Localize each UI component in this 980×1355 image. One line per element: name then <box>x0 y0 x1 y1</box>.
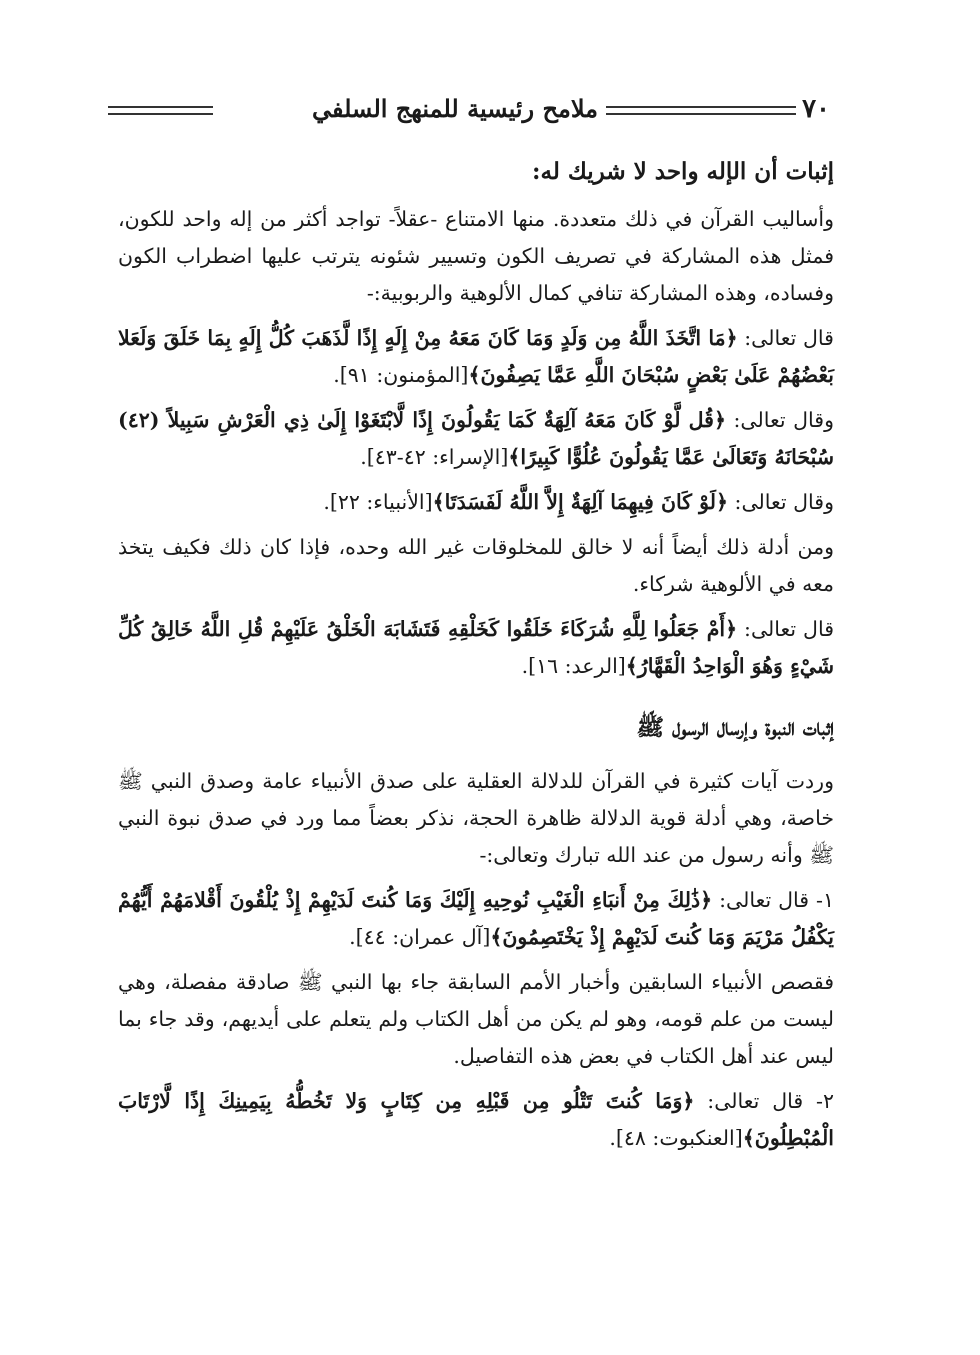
verse-reference: [المؤمنون: ٩١]. <box>333 363 469 387</box>
verse-paragraph-1 <box>118 320 834 394</box>
verse-reference: [آل عمران: ٤٤]. <box>349 925 491 949</box>
verse-reference: [الإسراء: ٤٢-٤٣]. <box>360 445 509 469</box>
verse-paragraph-2 <box>118 402 834 476</box>
section-heading-prophethood: إثبات النبوة وإرسال الرسول ﷺ <box>636 714 834 741</box>
verse-paragraph-6 <box>118 1083 834 1157</box>
quran-verse: ﴿ذَٰلِكَ مِنْ أَنبَاءِ الْغَيْبِ نُوحِيهِ إِلَيْكَ وَمَا كُنتَ لَدَيْهِمْ إِذْ يُلْقُونَ أَقْلامَهُمْ أَيُّهُمْ يَكْفُلُ مَرْيَمَ وَمَا كُنتَ لَدَيْهِمْ إِذْ يَخْتَصِمُونَ﴾ <box>118 888 834 949</box>
paragraph-stories: فقصص الأنبياء السابقين وأخبار الأمم السابقة جاء بها النبي ﷺ صادقة مفصلة، وهي ليست من علم قومه، وهو لم يكن من أهل الكتاب ولم يتعلم على أيديهم، وقد جاء بما ليس عند أهل الكتاب في بعض هذه التفاصيل. <box>118 970 834 1068</box>
verse-reference: [الرعد: ١٦]. <box>521 654 626 678</box>
verse-lead: قال تعالى: <box>737 617 834 641</box>
quran-verse: ﴿مَا اتَّخَذَ اللَّهُ مِن وَلَدٍ وَمَا كَانَ مَعَهُ مِنْ إِلَهٍ إِذًا لَّذَهَبَ كُلُّ إِلَهٍ بِمَا خَلَقَ وَلَعَلا بَعْضُهُمْ عَلَىٰ بَعْضٍ سُبْحَانَ اللَّهِ عَمَّا يَصِفُونَ﴾ <box>118 326 834 387</box>
verse-lead: وقال تعالى: <box>725 408 834 432</box>
quran-verse: ﴿قُل لَّوْ كَانَ مَعَهُ آلِهَةٌ كَمَا يَقُولُونَ إِذًا لَّابْتَغَوْا إِلَىٰ ذِي الْعَرْشِ سَبِيلاً (٤٢) سُبْحَانَهُ وَتَعَالَىٰ عَمَّا يَقُولُونَ عُلُوًّا كَبِيرًا﴾ <box>118 408 834 469</box>
verse-paragraph-4 <box>118 611 834 685</box>
verse-lead: ١- قال تعالى: <box>712 888 834 912</box>
running-header <box>108 92 830 136</box>
quran-verse: ﴿لَوْ كَانَ فِيهِمَا آلِهَةٌ إِلاَّ اللَّهُ لَفَسَدَتَا﴾ <box>432 490 729 514</box>
verse-reference: [الأنبياء: ٢٢]. <box>323 490 433 514</box>
header-rule-right <box>606 106 796 115</box>
section-heading-oneness: إثبات أن الإله واحد لا شريك له: <box>532 158 834 185</box>
running-title: ملامح رئيسية للمنهج السلفي <box>311 94 598 123</box>
quran-verse: ﴿وَمَا كُنتَ تَتْلُو مِن قَبْلِهِ مِن كِتَابٍ وَلا تَخُطُّهُ بِيَمِينِكَ إِذًا لَّارْتَابَ الْمُبْطِلُونَ﴾ <box>118 1089 834 1150</box>
verse-lead: ٢- قال تعالى: <box>694 1089 834 1113</box>
paragraph-intro: وأساليب القرآن في ذلك متعددة. منها الامتناع -عقلاً- تواجد أكثر من إله واحد للكون، فمثل هذه المشاركة في تصريف الكون وتسيير شئونه يترتب عليها اضطراب الكون وفساده، وهذه المشاركة تنافي كمال الألوهية والربوبية:- <box>118 207 834 305</box>
page-number: ٧٠ <box>802 94 830 124</box>
verse-reference: [العنكبوت: ٤٨]. <box>609 1126 743 1150</box>
section-spacer <box>118 693 834 703</box>
header-rule-left <box>108 106 213 115</box>
verse-lead: وقال تعالى: <box>728 490 834 514</box>
verse-paragraph-3 <box>118 484 834 521</box>
verse-lead: قال تعالى: <box>737 326 834 350</box>
page-body <box>118 148 834 1165</box>
verse-paragraph-5 <box>118 882 834 956</box>
paragraph-prophethood-intro: وردت آيات كثيرة في القرآن للدلالة العقلية على صدق الأنبياء عامة وصدق النبي ﷺ خاصة، وهي أدلة قوية الدلالة ظاهرة الحجة، نذكر بعضاً مما ورد في صدق نبوة النبي ﷺ وأنه رسول من عند الله تبارك وتعالى:- <box>118 769 834 867</box>
quran-verse: ﴿أَمْ جَعَلُوا لِلَّهِ شُرَكَاءَ خَلَقُوا كَخَلْقِهِ فَتَشَابَهَ الْخَلْقُ عَلَيْهِمْ قُلِ اللَّهُ خَالِقُ كُلِّ شَيْءٍ وَهُوَ الْوَاحِدُ الْقَهَّارُ﴾ <box>118 617 834 678</box>
paragraph-creator: ومن أدلة ذلك أيضاً أنه لا خالق للمخلوقات غير الله وحده، فإذا كان ذلك فكيف يتخذ معه في الألوهية شركاء. <box>118 535 834 596</box>
